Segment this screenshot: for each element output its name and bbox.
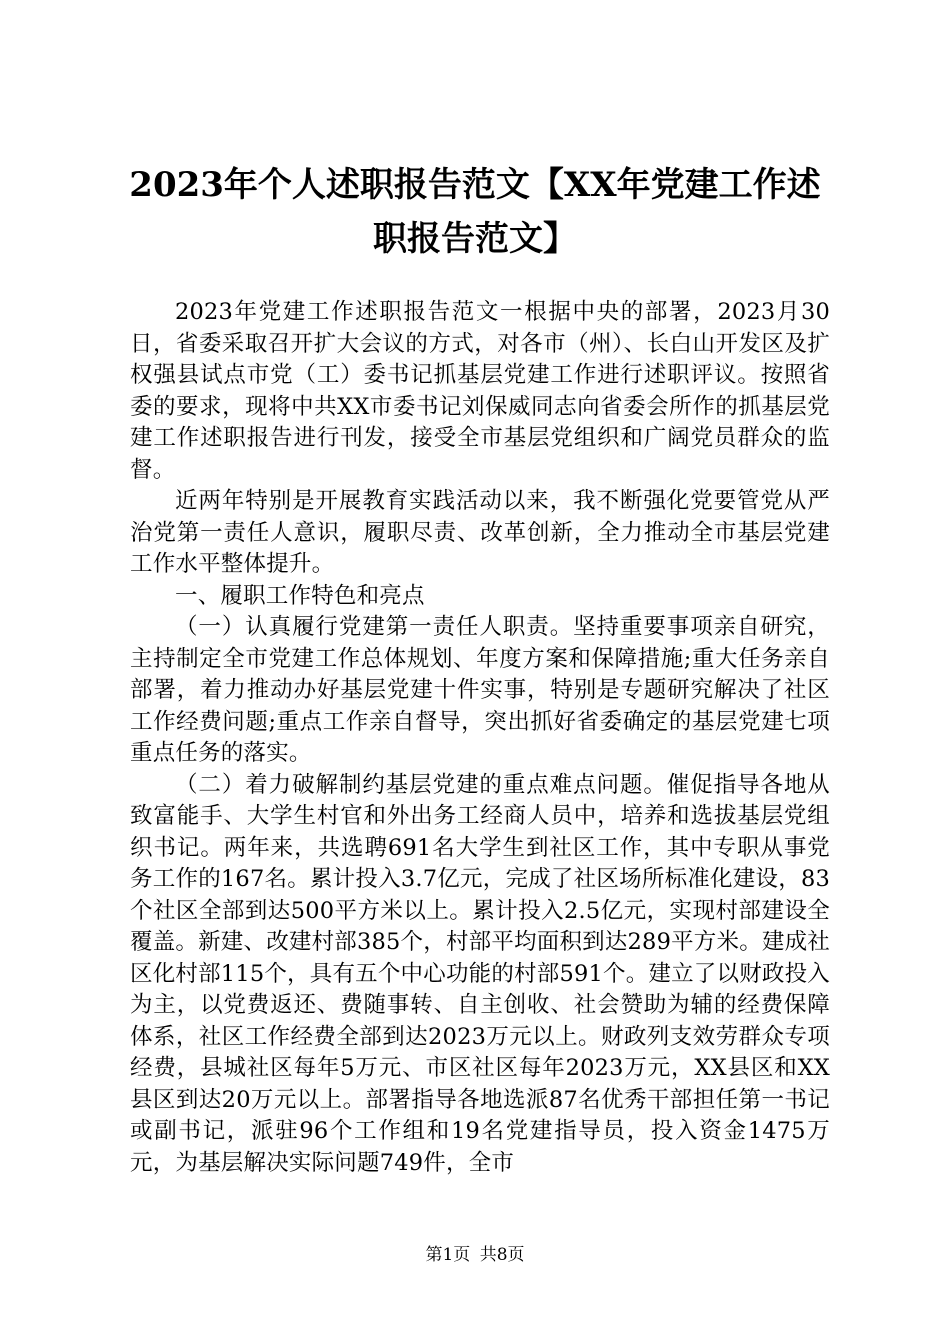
title-line-2: 职报告范文】 bbox=[373, 219, 577, 259]
page-total: 共8页 bbox=[479, 1245, 525, 1265]
page-footer bbox=[0, 1244, 950, 1266]
section-heading-1: 一、履职工作特色和亮点 bbox=[175, 582, 425, 609]
page-number: 第1页 bbox=[425, 1245, 471, 1265]
document-body bbox=[130, 297, 830, 1179]
paragraph-overview: 近两年特别是开展教育实践活动以来，我不断强化党要管党从严治党第一责任人意识，履职尽责、改革创新，全力推动全市基层党建工作水平整体提升。 bbox=[130, 488, 830, 577]
paragraph-item-1: （一）认真履行党建第一责任人职责。坚持重要事项亲自研究，主持制定全市党建工作总体规划、年度方案和保障措施;重大任务亲自部署，着力推动办好基层党建十件实事，特别是专题研究解决了社区工作经费问题;重点工作亲自督导，突出抓好省委确定的基层党建七项重点任务的落实。 bbox=[130, 614, 830, 766]
paragraph-intro: 2023年党建工作述职报告范文一根据中央的部署，2023月30日，省委采取召开扩大会议的方式，对各市（州）、长白山开发区及扩权强县试点市党（工）委书记抓基层党建工作进行述职评议。按照省委的要求，现将中共XX市委书记刘保威同志向省委会所作的抓基层党建工作述职报告进行刊发，接受全市基层党组织和广阔党员群众的监督。 bbox=[130, 299, 830, 483]
paragraph-item-2: （二）着力破解制约基层党建的重点难点问题。催促指导各地从致富能手、大学生村官和外出务工经商人员中，培养和选拔基层党组织书记。两年来，共选聘691名大学生到社区工作，其中专职从事党务工作的167名。累计投入3.7亿元，完成了社区场所标准化建设，83个社区全部到达500平方米以上。累计投入2.5亿元，实现村部建设全覆盖。新建、改建村部385个，村部平均面积到达289平方米。建成社区化村部115个，具有五个中心功能的村部591个。建立了以财政投入为主，以党费返还、费随事转、自主创收、社会赞助为辅的经费保障体系，社区工作经费全部到达2023万元以上。财政列支效劳群众专项经费，县城社区每年5万元、市区社区每年2023万元，XX县区和XX县区到达20万元以上。部署指导各地选派87名优秀干部担任第一书记或副书记，派驻96个工作组和19名党建指导员，投入资金1475万元，为基层解决实际问题749件，全市 bbox=[130, 771, 830, 1176]
title-line-1: 2023年个人述职报告范文【XX年党建工作述 bbox=[129, 165, 821, 205]
document-title bbox=[100, 158, 850, 266]
